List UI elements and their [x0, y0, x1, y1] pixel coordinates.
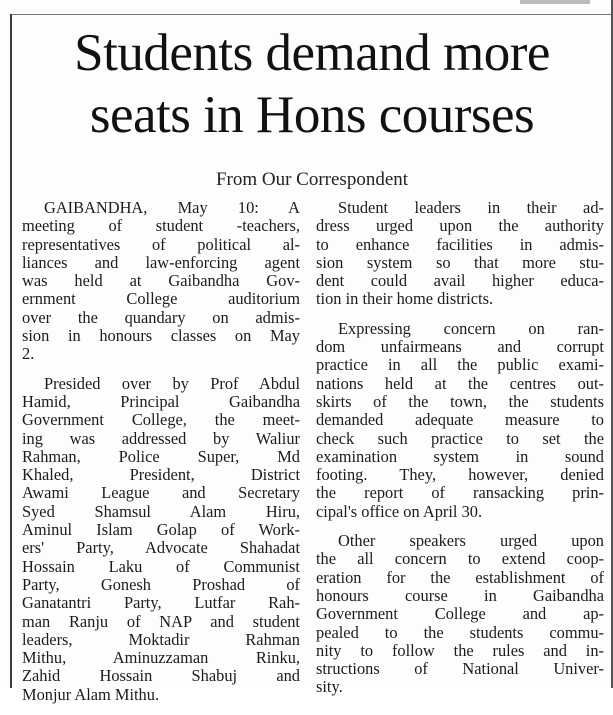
text-line: Rahman, Police Super, Md — [22, 446, 300, 466]
right-paragraph-1 — [316, 199, 604, 309]
text-line: Ganatantri Party, Lutfar Rah- — [22, 593, 300, 613]
right-paragraph-3 — [316, 532, 604, 697]
byline: From Our Correspondent — [215, 169, 409, 190]
left-border-rule — [10, 14, 12, 688]
text-line: Aminul Islam Golap of Work- — [22, 520, 300, 540]
text-line: demanded adequate measure to — [316, 410, 604, 430]
text-line: Khaled, President, District — [22, 465, 300, 485]
text-line: was held at Gaibandha Gov- — [22, 271, 300, 291]
text-line: Hossain Laku of Communist — [22, 556, 300, 576]
text-line: nations held at the centres out- — [316, 373, 604, 393]
text-line: the all concern to extend coop- — [316, 549, 604, 569]
left-paragraph-1 — [22, 199, 300, 364]
text-line: meeting of student -teachers, — [22, 216, 300, 236]
text-line: Presided over by Prof Abdul — [44, 373, 300, 393]
text-line: Government College and ap- — [316, 604, 604, 624]
text-line: footing. They, however, denied — [316, 465, 604, 485]
text-line: Party, Gonesh Proshad of — [22, 574, 300, 594]
text-line: nity to follow the rules and in- — [316, 640, 604, 660]
text-line: examination system in sound — [316, 446, 604, 466]
text-line: the report of ransacking prin- — [316, 483, 604, 503]
text-line: eration for the establishment of — [316, 567, 604, 587]
right-column — [316, 199, 604, 708]
text-line: honours course in Gaibandha — [316, 585, 604, 605]
text-line: practice in all the public exami- — [316, 355, 604, 375]
text-line: ing was addressed by Waliur — [22, 428, 300, 448]
text-line: dress urged upon the authority — [316, 216, 604, 236]
text-line: sity. — [316, 677, 343, 697]
text-line: sion in honours classes on May — [22, 326, 300, 346]
text-line: ers' Party, Advocate Shahadat — [22, 538, 300, 558]
text-line: dent could avail higher educa- — [316, 271, 604, 291]
text-line: skirts of the town, the students — [316, 391, 604, 411]
text-line: sion system so that more stu- — [316, 252, 604, 272]
text-line: representatives of political al- — [22, 234, 300, 254]
text-line: check such practice to set the — [316, 428, 604, 448]
headline-line-1: Students demand more — [74, 24, 550, 82]
text-line: to enhance facilities in admis- — [316, 234, 604, 254]
text-line: cipal's office on April 30. — [316, 501, 483, 521]
top-border-rule — [10, 14, 613, 15]
text-line: leaders, Moktadir Rahman — [22, 629, 300, 649]
headline — [14, 22, 610, 146]
text-line: over the quandary on admis- — [22, 307, 300, 327]
text-line: 2. — [22, 344, 35, 364]
text-line: GAIBANDHA, May 10: A — [44, 198, 300, 217]
text-line: Hamid, Principal Gaibandha — [22, 391, 300, 411]
text-line: Zahid Hossain Shabuj and — [22, 666, 300, 686]
text-line: Expressing concern on ran- — [338, 318, 604, 338]
right-paragraph-2 — [316, 320, 604, 521]
text-line: structions of National Univer- — [316, 659, 604, 679]
text-line: man Ranju of NAP and student — [22, 611, 300, 631]
left-column — [22, 199, 300, 715]
text-line: Other speakers urged upon — [338, 531, 604, 551]
text-line: liances and law-enforcing agent — [22, 252, 300, 272]
text-line: Awami League and Secretary — [22, 483, 300, 503]
headline-line-2: seats in Hons courses — [89, 86, 535, 144]
text-line: ernment College auditorium — [22, 289, 300, 309]
text-line: dom unfairmeans and corrupt — [316, 337, 604, 357]
text-line: pealed to the students commu- — [316, 622, 604, 642]
torn-edge-mark — [520, 0, 590, 4]
text-line: Student leaders in their ad- — [338, 198, 604, 217]
text-line: Mithu, Aminuzzaman Rinku, — [22, 648, 300, 668]
text-line: Syed Shamsul Alam Hiru, — [22, 501, 300, 521]
left-paragraph-2 — [22, 375, 300, 704]
text-line: tion in their home districts. — [316, 289, 494, 309]
text-line: Monjur Alam Mithu. — [22, 684, 160, 704]
text-line: Government College, the meet- — [22, 410, 300, 430]
